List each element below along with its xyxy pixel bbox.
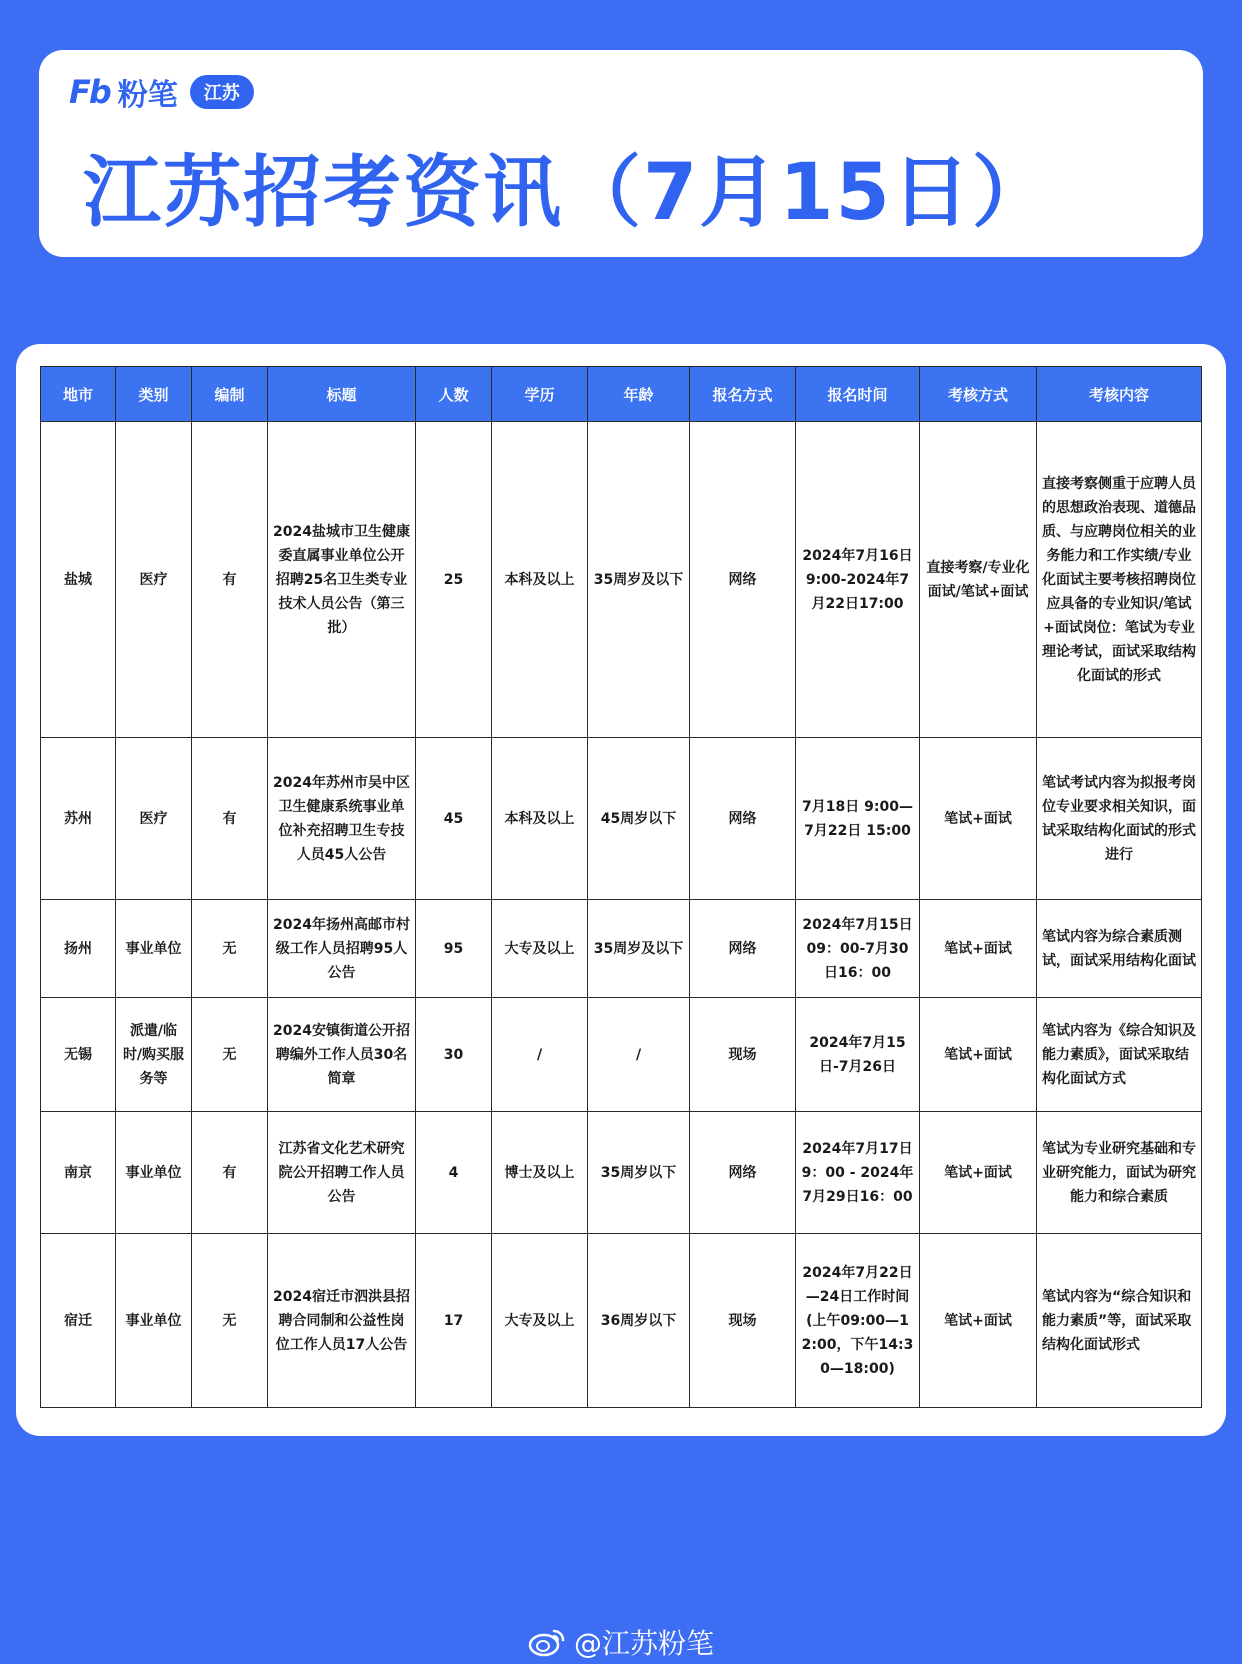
table-row xyxy=(41,900,1202,998)
recruitment-table xyxy=(40,366,1202,1408)
cell-time: 7月18日 9:00—7月22日 15:00 xyxy=(796,738,920,900)
cell-staffing: 无 xyxy=(192,900,268,998)
logo xyxy=(69,70,254,114)
cell-assessment: 直接考察/专业化面试/笔试+面试 xyxy=(920,422,1037,738)
logo-name: 粉笔 xyxy=(117,78,178,113)
cell-count: 30 xyxy=(416,998,492,1112)
cell-city: 南京 xyxy=(41,1112,116,1234)
column-header-method: 报名方式 xyxy=(690,367,796,422)
cell-age: / xyxy=(588,998,690,1112)
cell-assessment: 笔试+面试 xyxy=(920,1112,1037,1234)
cell-assessment: 笔试+面试 xyxy=(920,1234,1037,1408)
table-row xyxy=(41,422,1202,738)
cell-staffing: 无 xyxy=(192,1234,268,1408)
cell-count: 4 xyxy=(416,1112,492,1234)
cell-method: 现场 xyxy=(690,1234,796,1408)
cell-assessment: 笔试+面试 xyxy=(920,738,1037,900)
cell-assessment: 笔试+面试 xyxy=(920,998,1037,1112)
table-row xyxy=(41,1112,1202,1234)
column-header-city: 地市 xyxy=(41,367,116,422)
cell-method: 网络 xyxy=(690,1112,796,1234)
cell-city: 扬州 xyxy=(41,900,116,998)
logo-region-badge: 江苏 xyxy=(190,75,254,109)
cell-category: 医疗 xyxy=(116,422,192,738)
cell-content: 笔试内容为“综合知识和能力素质”等，面试采取结构化面试形式 xyxy=(1037,1234,1202,1408)
cell-content: 笔试考试内容为拟报考岗位专业要求相关知识，面试采取结构化面试的形式进行 xyxy=(1037,738,1202,900)
cell-method: 现场 xyxy=(690,998,796,1112)
cell-time: 2024年7月15日09：00-7月30日16：00 xyxy=(796,900,920,998)
cell-age: 45周岁以下 xyxy=(588,738,690,900)
cell-method: 网络 xyxy=(690,900,796,998)
table-header-row xyxy=(41,367,1202,422)
cell-education: 本科及以上 xyxy=(492,738,588,900)
cell-education: 大专及以上 xyxy=(492,1234,588,1408)
column-header-time: 报名时间 xyxy=(796,367,920,422)
cell-education: / xyxy=(492,998,588,1112)
cell-title: 2024年扬州高邮市村级工作人员招聘95人公告 xyxy=(268,900,416,998)
column-header-age: 年龄 xyxy=(588,367,690,422)
table-row xyxy=(41,738,1202,900)
cell-age: 35周岁及以下 xyxy=(588,900,690,998)
cell-city: 宿迁 xyxy=(41,1234,116,1408)
watermark xyxy=(0,1622,1242,1662)
cell-category: 事业单位 xyxy=(116,900,192,998)
cell-category: 派遣/临时/购买服务等 xyxy=(116,998,192,1112)
header-card xyxy=(39,50,1203,257)
cell-title: 2024盐城市卫生健康委直属事业单位公开招聘25名卫生类专业技术人员公告（第三批） xyxy=(268,422,416,738)
watermark-text: @江苏粉笔 xyxy=(573,1627,714,1660)
cell-category: 医疗 xyxy=(116,738,192,900)
cell-title: 2024年苏州市吴中区卫生健康系统事业单位补充招聘卫生专技人员45人公告 xyxy=(268,738,416,900)
cell-staffing: 有 xyxy=(192,1112,268,1234)
page-title: 江苏招考资讯（7月15日） xyxy=(83,148,1052,238)
table-row xyxy=(41,1234,1202,1408)
cell-count: 95 xyxy=(416,900,492,998)
cell-content: 笔试内容为《综合知识及能力素质》，面试采取结构化面试方式 xyxy=(1037,998,1202,1112)
table-row xyxy=(41,998,1202,1112)
column-header-category: 类别 xyxy=(116,367,192,422)
column-header-title: 标题 xyxy=(268,367,416,422)
cell-age: 35周岁及以下 xyxy=(588,422,690,738)
cell-title: 2024安镇街道公开招聘编外工作人员30名简章 xyxy=(268,998,416,1112)
column-header-staffing: 编制 xyxy=(192,367,268,422)
cell-city: 盐城 xyxy=(41,422,116,738)
cell-age: 35周岁以下 xyxy=(588,1112,690,1234)
table-card xyxy=(16,344,1226,1436)
cell-age: 36周岁以下 xyxy=(588,1234,690,1408)
column-header-education: 学历 xyxy=(492,367,588,422)
logo-mark: Fb xyxy=(69,73,110,111)
column-header-assessment: 考核方式 xyxy=(920,367,1037,422)
cell-title: 江苏省文化艺术研究院公开招聘工作人员公告 xyxy=(268,1112,416,1234)
cell-education: 本科及以上 xyxy=(492,422,588,738)
cell-category: 事业单位 xyxy=(116,1234,192,1408)
cell-method: 网络 xyxy=(690,738,796,900)
cell-staffing: 无 xyxy=(192,998,268,1112)
cell-time: 2024年7月16日9:00-2024年7月22日17:00 xyxy=(796,422,920,738)
cell-method: 网络 xyxy=(690,422,796,738)
cell-content: 笔试为专业研究基础和专业研究能力，面试为研究能力和综合素质 xyxy=(1037,1112,1202,1234)
cell-staffing: 有 xyxy=(192,738,268,900)
cell-time: 2024年7月22日—24日工作时间(上午09:00—12:00，下午14:30—18:00) xyxy=(796,1234,920,1408)
cell-time: 2024年7月15日-7月26日 xyxy=(796,998,920,1112)
column-header-count: 人数 xyxy=(416,367,492,422)
cell-count: 17 xyxy=(416,1234,492,1408)
cell-time: 2024年7月17日9：00 - 2024年7月29日16：00 xyxy=(796,1112,920,1234)
cell-title: 2024宿迁市泗洪县招聘合同制和公益性岗位工作人员17人公告 xyxy=(268,1234,416,1408)
cell-content: 笔试内容为综合素质测试，面试采用结构化面试 xyxy=(1037,900,1202,998)
cell-education: 大专及以上 xyxy=(492,900,588,998)
cell-assessment: 笔试+面试 xyxy=(920,900,1037,998)
cell-content: 直接考察侧重于应聘人员的思想政治表现、道德品质、与应聘岗位相关的业务能力和工作实绩/专业化面试主要考核招聘岗位应具备的专业知识/笔试+面试岗位：笔试为专业理论考试，面试采取结构化面试的形式 xyxy=(1037,422,1202,738)
cell-staffing: 有 xyxy=(192,422,268,738)
cell-category: 事业单位 xyxy=(116,1112,192,1234)
column-header-content: 考核内容 xyxy=(1037,367,1202,422)
weibo-icon xyxy=(528,1627,566,1657)
cell-count: 45 xyxy=(416,738,492,900)
cell-city: 无锡 xyxy=(41,998,116,1112)
cell-count: 25 xyxy=(416,422,492,738)
cell-education: 博士及以上 xyxy=(492,1112,588,1234)
cell-city: 苏州 xyxy=(41,738,116,900)
